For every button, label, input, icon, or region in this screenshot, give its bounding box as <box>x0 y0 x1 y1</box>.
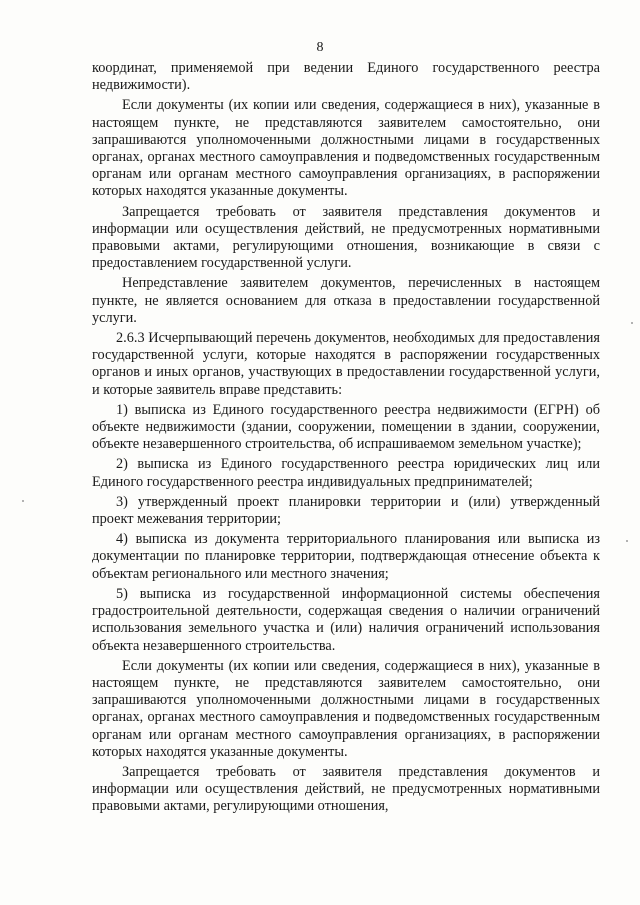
list-item-2: 2) выписка из Единого государственного реестра юридических лиц или Единого государственного реестра индивидуальных предпринимателей; <box>92 456 600 490</box>
scan-speck <box>631 322 633 324</box>
paragraph-prohibition-2: Запрещается требовать от заявителя представления документов и информации или осуществления действий, не предусмотренных нормативными правовыми актами, регулирующими отношения, <box>92 763 600 815</box>
paragraph-documents-request: Если документы (их копии или сведения, содержащиеся в них), указанные в настоящем пункте, не представляются заявителем самостоятельно, они запрашиваются уполномоченными должностными лицами в государственных органах, органах местного самоуправления и подведомственных государственным органам или органам местного самоуправления организациях, в распоряжении которых находятся указанные документы. <box>92 97 600 200</box>
list-item-1: 1) выписка из Единого государственного реестра недвижимости (ЕГРН) об объекте недвижимости (здании, сооружении, помещении в здании, сооружении, объекте незавершенного строительства, об испрашиваемом земельном участке); <box>92 401 600 453</box>
list-item-4: 4) выписка из документа территориального планирования или выписка из документации по планировке территории, подтверждающая отнесение объекта к объектам регионального или местного значения; <box>92 531 600 582</box>
paragraph-prohibition: Запрещается требовать от заявителя представления документов и информации или осуществления действий, не предусмотренных нормативными правовыми актами, регулирующими отношения, возникающие в связи с предоставлением государственной услуги. <box>92 203 600 272</box>
list-item-3: 3) утвержденный проект планировки территории и (или) утвержденный проект межевания территории; <box>92 493 600 528</box>
list-item-5: 5) выписка из государственной информационной системы обеспечения градостроительной деятельности, содержащая сведения о наличии ограничений использования земельного участка и (или) наличия ограничений использования объекта незавершенного строительства. <box>92 585 600 654</box>
paragraph-section-2-6-3: 2.6.3 Исчерпывающий перечень документов, необходимых для предоставления государственной услуги, которые находятся в распоряжении государственных органов и иных органов, участвующих в предоставлении государственной услуги, и которые заявитель вправе представить: <box>92 330 600 398</box>
paragraph-documents-request-2: Если документы (их копии или сведения, содержащиеся в них), указанные в настоящем пункте, не представляются заявителем самостоятельно, они запрашиваются уполномоченными должностными лицами в государственных органах, органах местного самоуправления и подведомственных государственным органам или органам местного самоуправления организациях, в распоряжении которых находятся указанные документы. <box>92 657 600 760</box>
document-body <box>92 60 600 816</box>
paragraph-non-submission: Непредставление заявителем документов, перечисленных в настоящем пункте, не является основанием для отказа в предоставлении государственной услуги. <box>92 275 600 326</box>
scan-speck <box>626 540 628 542</box>
paragraph-continuation: координат, применяемой при ведении Единого государственного реестра недвижимости). <box>92 60 600 94</box>
scan-speck <box>22 500 24 502</box>
page-number: 8 <box>316 40 324 55</box>
